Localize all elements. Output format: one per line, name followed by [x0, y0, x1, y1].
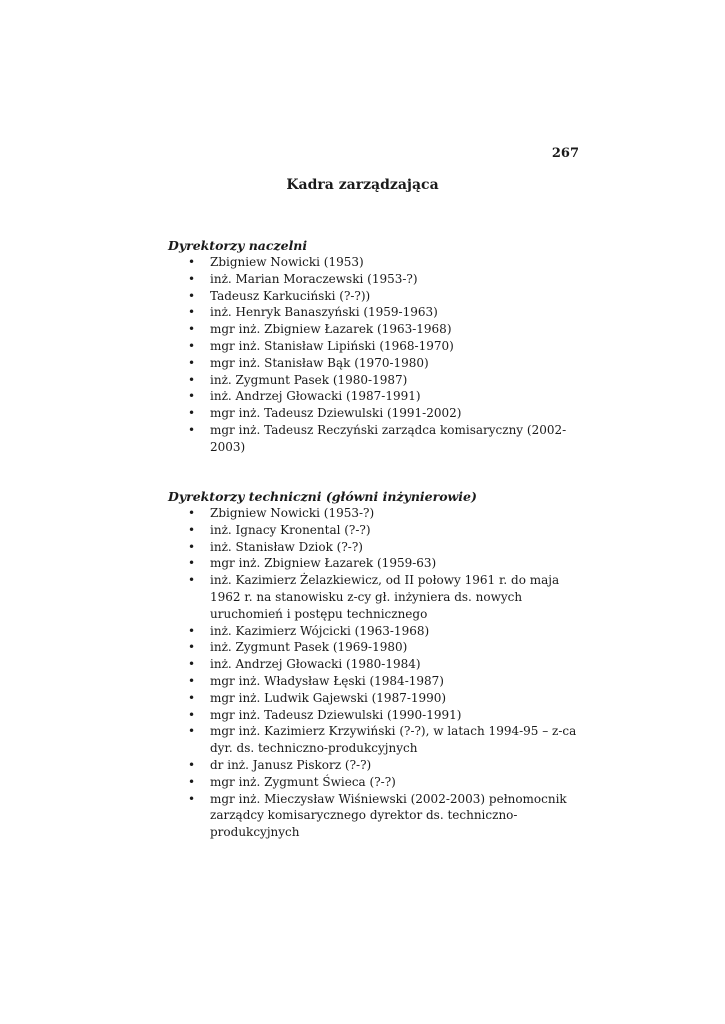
list-item [168, 774, 578, 791]
bullet-icon: • [188, 506, 196, 520]
bullet-icon: • [188, 791, 196, 806]
list-item [168, 656, 578, 673]
directors-list [168, 505, 588, 841]
bullet-icon: • [188, 305, 196, 320]
section-heading: Dyrektorzy naczelni [168, 238, 308, 253]
list-item [168, 639, 578, 656]
bullet-icon: • [188, 322, 196, 337]
list-item-text: inż. Henryk Banaszyński (1959-1963) [210, 305, 438, 320]
list-item-text: mgr inż. Zygmunt Świeca (?-?) [210, 774, 396, 789]
list-item [168, 254, 578, 271]
list-item [168, 791, 578, 841]
list-item-text: mgr inż. Tadeusz Dziewulski (1990-1991) [210, 707, 462, 722]
list-item [168, 304, 578, 321]
list-item [168, 707, 578, 724]
list-item-text: mgr inż. Zbigniew Łazarek (1959-63) [210, 556, 437, 571]
list-item [168, 572, 578, 622]
list-item [168, 422, 578, 456]
list-item [168, 338, 578, 355]
list-item [168, 690, 578, 707]
list-item-text: mgr inż. Kazimierz Krzywiński (?-?), w latach 1994-95 – z-ca dyr. ds. techniczno-produkcyjnych [210, 724, 577, 756]
list-item [168, 623, 578, 640]
list-item-text: inż. Andrzej Głowacki (1980-1984) [210, 657, 421, 672]
bullet-icon: • [188, 573, 196, 588]
list-item-text: mgr inż. Mieczysław Wiśniewski (2002-2003) pełnomocnik zarządcy komisarycznego dyrektor ds. techniczno-produkcyjnych [210, 791, 567, 840]
list-item [168, 555, 578, 572]
list-item-text: mgr inż. Stanisław Lipiński (1968-1970) [210, 338, 454, 353]
list-item [168, 522, 578, 539]
list-item-text: inż. Zygmunt Pasek (1969-1980) [210, 640, 408, 655]
list-item-text: inż. Kazimierz Wójcicki (1963-1968) [210, 623, 430, 638]
bullet-icon: • [188, 338, 196, 353]
list-item [168, 505, 578, 522]
bullet-icon: • [188, 757, 196, 772]
list-item-text: inż. Ignacy Kronental (?-?) [210, 522, 371, 537]
list-item [168, 372, 578, 389]
directors-list [168, 254, 588, 456]
list-item-text: mgr inż. Tadeusz Dziewulski (1991-2002) [210, 406, 462, 421]
list-item-text: inż. Stanisław Dziok (?-?) [210, 539, 363, 554]
list-item [168, 388, 578, 405]
list-item [168, 321, 578, 338]
bullet-icon: • [188, 372, 196, 387]
bullet-icon: • [188, 389, 196, 404]
bullet-icon: • [188, 690, 196, 705]
bullet-icon: • [188, 640, 196, 655]
list-item-text: inż. Andrzej Głowacki (1987-1991) [210, 389, 421, 404]
list-item-text: mgr inż. Tadeusz Reczyński zarządca komisaryczny (2002-2003) [210, 422, 567, 454]
bullet-icon: • [188, 422, 196, 437]
list-item [168, 288, 578, 305]
bullet-icon: • [188, 522, 196, 537]
bullet-icon: • [188, 288, 196, 303]
list-item [168, 757, 578, 774]
page-number: 267 [551, 146, 579, 161]
bullet-icon: • [188, 657, 196, 672]
list-item-text: Zbigniew Nowicki (1953-?) [210, 506, 375, 520]
bullet-icon: • [188, 724, 196, 739]
list-item-text: Zbigniew Nowicki (1953) [210, 255, 364, 269]
list-item [168, 539, 578, 556]
list-item-text: mgr inż. Ludwik Gajewski (1987-1990) [210, 690, 447, 705]
bullet-icon: • [188, 355, 196, 370]
bullet-icon: • [188, 406, 196, 421]
bullet-icon: • [188, 774, 196, 789]
list-item-text: inż. Kazimierz Żelazkiewicz, od II połowy 1961 r. do maja 1962 r. na stanowisku z-cy gł. inżyniera ds. nowych uruchomień i postępu technicznego [210, 573, 560, 621]
bullet-icon: • [188, 707, 196, 722]
list-item-text: mgr inż. Stanisław Bąk (1970-1980) [210, 355, 429, 370]
bullet-icon: • [188, 673, 196, 688]
list-item-text: inż. Zygmunt Pasek (1980-1987) [210, 372, 408, 387]
list-item [168, 355, 578, 372]
list-item-text: dr inż. Janusz Piskorz (?-?) [210, 757, 372, 772]
list-item [168, 673, 578, 690]
page-title: Kadra zarządzająca [286, 177, 439, 193]
bullet-icon: • [188, 623, 196, 638]
section-technical-directors [168, 488, 588, 841]
list-item [168, 723, 578, 757]
list-item [168, 405, 578, 422]
bullet-icon: • [188, 539, 196, 554]
list-item [168, 271, 578, 288]
bullet-icon: • [188, 556, 196, 571]
section-heading: Dyrektorzy techniczni (główni inżynierowie) [168, 489, 477, 504]
list-item-text: Tadeusz Karkuciński (?-?)) [210, 288, 371, 303]
list-item-text: inż. Marian Moraczewski (1953-?) [210, 271, 418, 286]
section-general-directors [168, 237, 588, 456]
list-item-text: mgr inż. Zbigniew Łazarek (1963-1968) [210, 322, 452, 337]
bullet-icon: • [188, 271, 196, 286]
list-item-text: mgr inż. Władysław Łęski (1984-1987) [210, 673, 444, 688]
bullet-icon: • [188, 255, 196, 269]
